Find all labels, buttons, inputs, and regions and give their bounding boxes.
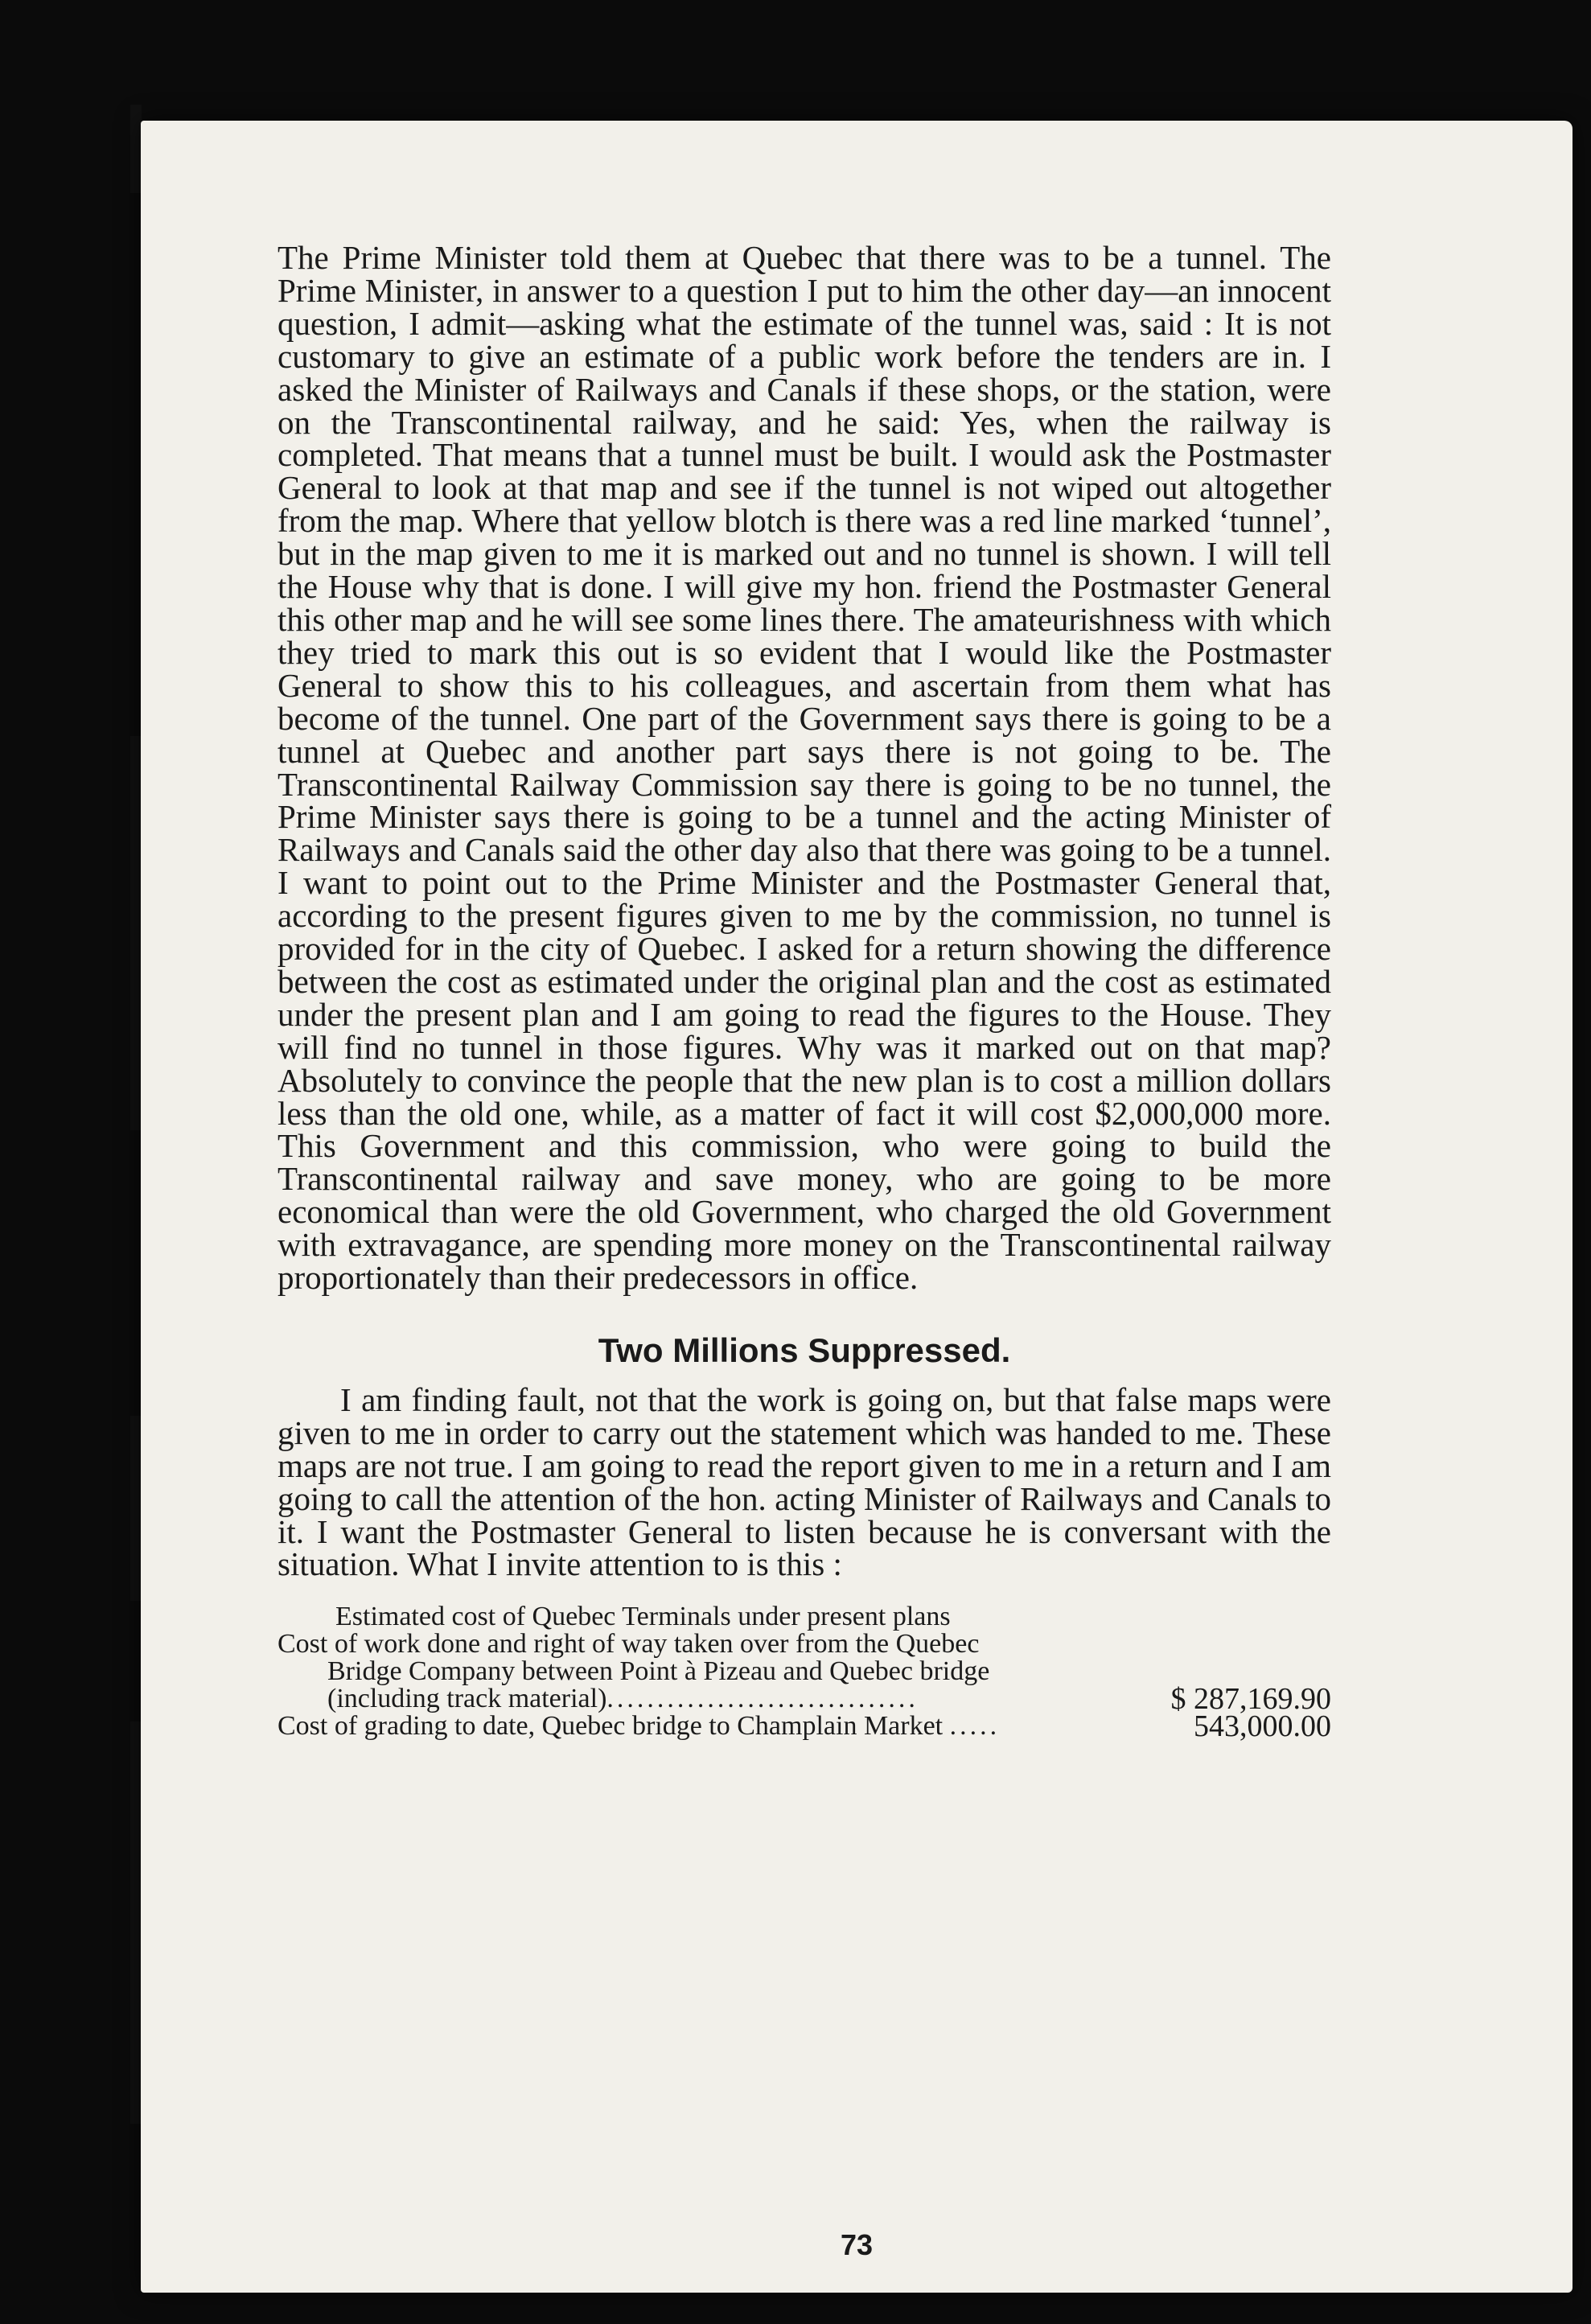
cost-row-grading-dots: ..... [949,1711,1001,1742]
cost-row-work-done-line1: Cost of work done and right of way taken over from the Quebec [278,1629,980,1660]
cost-row-grading-label: Cost of grading to date, Quebec bridge to Champlain Market [278,1711,944,1742]
paragraph-false-maps: I am finding fault, not that the work is going on, but that false maps were given to me in order to carry out the statement which was handed to me. These maps are not true. I am going to read the report given to me in a return and I am going to call the attention of the hon. acting Minister of Railways and Canals to it. I want the Postmaster General to listen because he is conversant with the situation. What I invite attention to is this : [278,1380,1331,1583]
cost-row-work-done-cont [278,1658,1331,1685]
binding-mark-top [130,105,142,193]
cost-row-work-done-line2: Bridge Company between Point à Pizeau and Quebec bridge [327,1656,990,1687]
cost-row-grading [278,1709,1331,1744]
page-number: 73 [840,2228,874,2261]
cost-table [278,1602,1331,1744]
cost-row-work-done-last [278,1682,1331,1717]
binding-mark-lower [130,1416,142,1601]
cost-row-grading-value: 543,000.00 [1194,1709,1331,1744]
section-heading: Two Millions Suppressed. [598,1331,1011,1369]
cost-row-work-done-dots: ............................... [606,1684,919,1714]
binding-mark-middle [130,736,142,1130]
cost-table-title: Estimated cost of Quebec Terminals under present plans [335,1602,951,1632]
cost-row-work-done-value: $ 287,169.90 [1170,1682,1331,1717]
binding-mark-bottom [130,1721,142,2124]
paragraph-tunnel: The Prime Minister told them at Quebec that there was to be a tunnel. The Prime Minister, in answer to a question I put to him the other day—an innocent question, I admit—asking what the estimate of the tunnel was, said : It is not customary to give an estimate of a public work before the tenders are in. I asked the Minister of Railways and Canals if these shops, or the station, were on the Transcontinental railway, and he said: Yes, when the railway is completed. That means that a tunnel must be built. I would ask the Postmaster General to look at that map and see if the tunnel is not wiped out altogether from the map. Where that yellow blotch is there was a red line marked ‘tunnel’, but in the map given to me it is marked out and no tunnel is shown. I will tell the House why that is done. I will give my hon. friend the Postmaster General this other map and he will see some lines there. The amateurishness with which they tried to mark this out is so evident that I would like the Postmaster General to show this to his colleagues, and ascertain from them what has become of the tunnel. One part of the Government says there is going to be a tunnel at Quebec and another part says there is not going to be. The Transcontinental Railway Commission say there is going to be no tunnel, the Prime Minister says there is going to be a tunnel and the acting Minister of Railways and Canals said the other day also that there was going to be a tunnel. I want to point out to the Prime Minister and the Postmaster General that, according to the present figures given to me by the commission, no tunnel is provided for in the city of Quebec. I asked for a return showing the difference between the cost as estimated under the original plan and the cost as estimated under the present plan and I am going to read the figures to the House. They will find no tunnel in those figures. Why was it marked out on that map? Absolutely to convince the people that the new plan is to cost a million dollars less than the old one, while, as a matter of fact it will cost $2,000,000 more. This Government and this commission, who were going to build the Transcontinental railway and save money, who are going to be more economical than were the old Government, who charged the old Government with extravagance, are spending more money on the Transcontinental railway proportionately than their predecessors in office. [278,239,1331,1297]
cost-row-work-done-line3: (including track material) [327,1684,607,1714]
cost-table-title-row [278,1603,1331,1631]
cost-row-work-done [278,1631,1331,1658]
text-body [278,239,1331,1744]
